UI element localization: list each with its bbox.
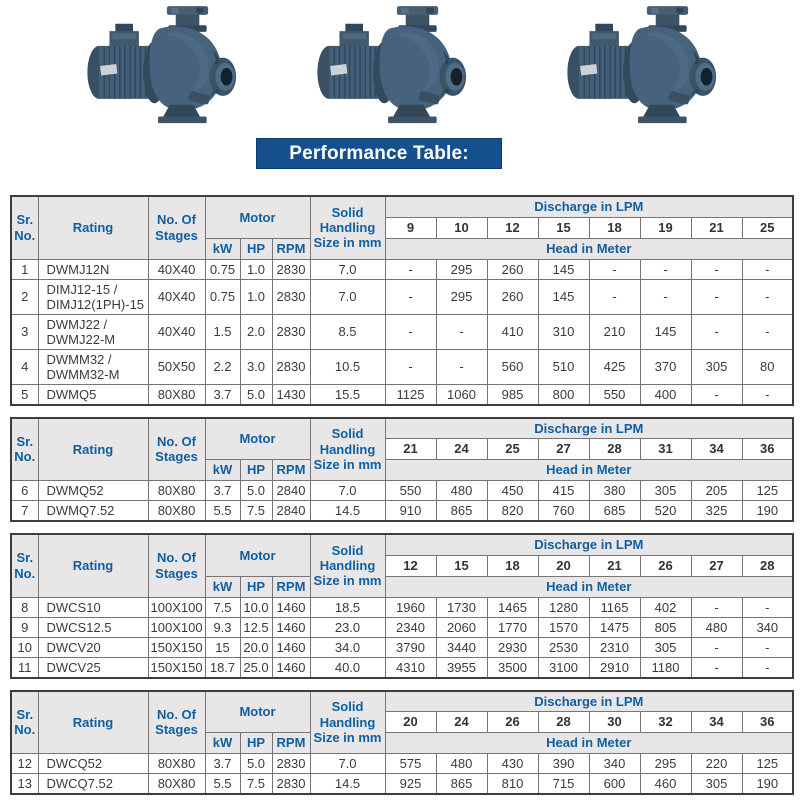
head-value-cell: - bbox=[742, 279, 793, 314]
head-value-cell: - bbox=[691, 597, 742, 617]
discharge-lpm-value-header: 31 bbox=[640, 439, 691, 460]
head-value-cell: 3440 bbox=[436, 637, 487, 657]
hp-cell: 5.0 bbox=[240, 481, 272, 501]
head-value-cell: 400 bbox=[640, 384, 691, 405]
col-header-rating: Rating bbox=[38, 196, 148, 259]
discharge-lpm-value-header: 32 bbox=[640, 712, 691, 733]
head-value-cell: 125 bbox=[742, 481, 793, 501]
hp-cell: 12.5 bbox=[240, 617, 272, 637]
head-value-cell: 800 bbox=[538, 384, 589, 405]
table-row bbox=[11, 501, 793, 522]
head-value-cell: 1770 bbox=[487, 617, 538, 637]
col-header-rating: Rating bbox=[38, 534, 148, 597]
performance-table-3 bbox=[10, 533, 794, 679]
rating-cell: DIMJ12-15 / DIMJ12(1PH)-15 bbox=[38, 279, 148, 314]
pump-image bbox=[310, 2, 472, 128]
col-header-sr-no: Sr. No. bbox=[11, 196, 38, 259]
head-value-cell: 370 bbox=[640, 349, 691, 384]
solid-handling-cell: 14.5 bbox=[310, 774, 385, 795]
sr-no-cell: 1 bbox=[11, 259, 38, 279]
solid-handling-cell: 7.0 bbox=[310, 259, 385, 279]
head-value-cell: 1125 bbox=[385, 384, 436, 405]
discharge-lpm-value-header: 27 bbox=[538, 439, 589, 460]
col-header-head-in-meter: Head in Meter bbox=[385, 733, 793, 754]
solid-handling-cell: 7.0 bbox=[310, 279, 385, 314]
table-row bbox=[11, 754, 793, 774]
discharge-lpm-value-header: 21 bbox=[691, 217, 742, 238]
head-value-cell: - bbox=[385, 279, 436, 314]
head-value-cell: 305 bbox=[691, 774, 742, 795]
head-value-cell: 520 bbox=[640, 501, 691, 522]
hp-cell: 3.0 bbox=[240, 349, 272, 384]
head-value-cell: 1165 bbox=[589, 597, 640, 617]
col-header-rpm: RPM bbox=[272, 733, 310, 754]
head-value-cell: 910 bbox=[385, 501, 436, 522]
col-header-stages: No. Of Stages bbox=[148, 418, 205, 481]
col-header-discharge-lpm: Discharge in LPM bbox=[385, 691, 793, 712]
head-value-cell: 550 bbox=[589, 384, 640, 405]
rpm-cell: 2830 bbox=[272, 774, 310, 795]
discharge-lpm-value-header: 26 bbox=[640, 555, 691, 576]
table-row bbox=[11, 637, 793, 657]
head-value-cell: - bbox=[691, 384, 742, 405]
kw-cell: 0.75 bbox=[205, 279, 240, 314]
col-header-discharge-lpm: Discharge in LPM bbox=[385, 418, 793, 439]
head-value-cell: 510 bbox=[538, 349, 589, 384]
col-header-sr-no: Sr. No. bbox=[11, 418, 38, 481]
discharge-lpm-value-header: 30 bbox=[589, 712, 640, 733]
col-header-discharge-lpm: Discharge in LPM bbox=[385, 196, 793, 217]
solid-handling-cell: 15.5 bbox=[310, 384, 385, 405]
stages-cell: 80X80 bbox=[148, 481, 205, 501]
head-value-cell: 295 bbox=[436, 279, 487, 314]
hp-cell: 20.0 bbox=[240, 637, 272, 657]
head-value-cell: 145 bbox=[640, 314, 691, 349]
col-header-rpm: RPM bbox=[272, 460, 310, 481]
head-value-cell: 575 bbox=[385, 754, 436, 774]
stages-cell: 100X100 bbox=[148, 597, 205, 617]
discharge-lpm-value-header: 21 bbox=[385, 439, 436, 460]
product-images-row bbox=[0, 0, 800, 132]
rpm-cell: 1460 bbox=[272, 637, 310, 657]
head-value-cell: 295 bbox=[436, 259, 487, 279]
head-value-cell: 685 bbox=[589, 501, 640, 522]
head-value-cell: - bbox=[385, 259, 436, 279]
sr-no-cell: 2 bbox=[11, 279, 38, 314]
pump-image bbox=[80, 2, 242, 128]
rating-cell: DWMM32 / DWMM32-M bbox=[38, 349, 148, 384]
col-header-motor: Motor bbox=[205, 196, 310, 238]
rpm-cell: 2830 bbox=[272, 754, 310, 774]
discharge-lpm-value-header: 26 bbox=[487, 712, 538, 733]
rpm-cell: 1460 bbox=[272, 597, 310, 617]
head-value-cell: 925 bbox=[385, 774, 436, 795]
table-row bbox=[11, 384, 793, 405]
head-value-cell: 220 bbox=[691, 754, 742, 774]
head-value-cell: - bbox=[436, 314, 487, 349]
head-value-cell: 810 bbox=[487, 774, 538, 795]
head-value-cell: - bbox=[742, 384, 793, 405]
head-value-cell: - bbox=[742, 314, 793, 349]
head-value-cell: 190 bbox=[742, 774, 793, 795]
solid-handling-cell: 34.0 bbox=[310, 637, 385, 657]
sr-no-cell: 8 bbox=[11, 597, 38, 617]
discharge-lpm-value-header: 15 bbox=[538, 217, 589, 238]
head-value-cell: 340 bbox=[589, 754, 640, 774]
head-value-cell: 2340 bbox=[385, 617, 436, 637]
discharge-lpm-value-header: 15 bbox=[436, 555, 487, 576]
col-header-solid-handling: Solid Handling Size in mm bbox=[310, 534, 385, 597]
col-header-motor: Motor bbox=[205, 534, 310, 576]
head-value-cell: 125 bbox=[742, 754, 793, 774]
stages-cell: 150X150 bbox=[148, 657, 205, 678]
rpm-cell: 2830 bbox=[272, 259, 310, 279]
head-value-cell: 1475 bbox=[589, 617, 640, 637]
table-row bbox=[11, 597, 793, 617]
sr-no-cell: 12 bbox=[11, 754, 38, 774]
head-value-cell: 380 bbox=[589, 481, 640, 501]
sr-no-cell: 4 bbox=[11, 349, 38, 384]
stages-cell: 80X80 bbox=[148, 754, 205, 774]
head-value-cell: 425 bbox=[589, 349, 640, 384]
discharge-lpm-value-header: 21 bbox=[589, 555, 640, 576]
table-row bbox=[11, 657, 793, 678]
stages-cell: 40X40 bbox=[148, 314, 205, 349]
discharge-lpm-value-header: 34 bbox=[691, 712, 742, 733]
solid-handling-cell: 14.5 bbox=[310, 501, 385, 522]
col-header-head-in-meter: Head in Meter bbox=[385, 576, 793, 597]
head-value-cell: - bbox=[385, 314, 436, 349]
sr-no-cell: 5 bbox=[11, 384, 38, 405]
head-value-cell: 715 bbox=[538, 774, 589, 795]
head-value-cell: - bbox=[742, 259, 793, 279]
kw-cell: 1.5 bbox=[205, 314, 240, 349]
discharge-lpm-value-header: 36 bbox=[742, 712, 793, 733]
kw-cell: 3.7 bbox=[205, 481, 240, 501]
stages-cell: 80X80 bbox=[148, 774, 205, 795]
stages-cell: 80X80 bbox=[148, 501, 205, 522]
discharge-lpm-value-header: 24 bbox=[436, 439, 487, 460]
head-value-cell: 805 bbox=[640, 617, 691, 637]
head-value-cell: 985 bbox=[487, 384, 538, 405]
head-value-cell: 4310 bbox=[385, 657, 436, 678]
table-row bbox=[11, 481, 793, 501]
head-value-cell: - bbox=[742, 657, 793, 678]
rpm-cell: 2840 bbox=[272, 501, 310, 522]
col-header-rating: Rating bbox=[38, 691, 148, 754]
head-value-cell: 820 bbox=[487, 501, 538, 522]
head-value-cell: 450 bbox=[487, 481, 538, 501]
rating-cell: DWCQ52 bbox=[38, 754, 148, 774]
stages-cell: 150X150 bbox=[148, 637, 205, 657]
head-value-cell: 2930 bbox=[487, 637, 538, 657]
head-value-cell: - bbox=[640, 259, 691, 279]
rating-cell: DWMJ22 / DWMJ22-M bbox=[38, 314, 148, 349]
head-value-cell: - bbox=[691, 657, 742, 678]
col-header-hp: HP bbox=[240, 576, 272, 597]
head-value-cell: - bbox=[691, 279, 742, 314]
head-value-cell: 3790 bbox=[385, 637, 436, 657]
head-value-cell: 600 bbox=[589, 774, 640, 795]
head-value-cell: 560 bbox=[487, 349, 538, 384]
head-value-cell: 865 bbox=[436, 774, 487, 795]
head-value-cell: 3955 bbox=[436, 657, 487, 678]
col-header-rating: Rating bbox=[38, 418, 148, 481]
head-value-cell: 2060 bbox=[436, 617, 487, 637]
head-value-cell: - bbox=[742, 637, 793, 657]
head-value-cell: 1730 bbox=[436, 597, 487, 617]
head-value-cell: 260 bbox=[487, 259, 538, 279]
hp-cell: 5.0 bbox=[240, 754, 272, 774]
col-header-kw: kW bbox=[205, 733, 240, 754]
col-header-discharge-lpm: Discharge in LPM bbox=[385, 534, 793, 555]
kw-cell: 3.7 bbox=[205, 384, 240, 405]
head-value-cell: 550 bbox=[385, 481, 436, 501]
rpm-cell: 1430 bbox=[272, 384, 310, 405]
solid-handling-cell: 40.0 bbox=[310, 657, 385, 678]
head-value-cell: 1060 bbox=[436, 384, 487, 405]
sr-no-cell: 9 bbox=[11, 617, 38, 637]
col-header-rpm: RPM bbox=[272, 576, 310, 597]
head-value-cell: - bbox=[640, 279, 691, 314]
col-header-hp: HP bbox=[240, 238, 272, 259]
col-header-hp: HP bbox=[240, 460, 272, 481]
head-value-cell: 1280 bbox=[538, 597, 589, 617]
head-value-cell: - bbox=[691, 637, 742, 657]
discharge-lpm-value-header: 28 bbox=[538, 712, 589, 733]
col-header-stages: No. Of Stages bbox=[148, 691, 205, 754]
head-value-cell: 460 bbox=[640, 774, 691, 795]
discharge-lpm-value-header: 10 bbox=[436, 217, 487, 238]
col-header-hp: HP bbox=[240, 733, 272, 754]
solid-handling-cell: 8.5 bbox=[310, 314, 385, 349]
performance-table-title: Performance Table: bbox=[256, 138, 502, 169]
kw-cell: 15 bbox=[205, 637, 240, 657]
head-value-cell: 480 bbox=[436, 754, 487, 774]
head-value-cell: 260 bbox=[487, 279, 538, 314]
col-header-solid-handling: Solid Handling Size in mm bbox=[310, 691, 385, 754]
stages-cell: 100X100 bbox=[148, 617, 205, 637]
head-value-cell: - bbox=[436, 349, 487, 384]
discharge-lpm-value-header: 20 bbox=[385, 712, 436, 733]
kw-cell: 7.5 bbox=[205, 597, 240, 617]
rpm-cell: 2830 bbox=[272, 279, 310, 314]
col-header-kw: kW bbox=[205, 238, 240, 259]
head-value-cell: 415 bbox=[538, 481, 589, 501]
rating-cell: DWMQ5 bbox=[38, 384, 148, 405]
rpm-cell: 1460 bbox=[272, 617, 310, 637]
table-row bbox=[11, 349, 793, 384]
head-value-cell: - bbox=[385, 349, 436, 384]
stages-cell: 40X40 bbox=[148, 279, 205, 314]
hp-cell: 7.5 bbox=[240, 501, 272, 522]
head-value-cell: - bbox=[589, 259, 640, 279]
sr-no-cell: 6 bbox=[11, 481, 38, 501]
solid-handling-cell: 23.0 bbox=[310, 617, 385, 637]
head-value-cell: 2530 bbox=[538, 637, 589, 657]
discharge-lpm-value-header: 25 bbox=[487, 439, 538, 460]
head-value-cell: 325 bbox=[691, 501, 742, 522]
rpm-cell: 2830 bbox=[272, 349, 310, 384]
sr-no-cell: 10 bbox=[11, 637, 38, 657]
head-value-cell: 295 bbox=[640, 754, 691, 774]
head-value-cell: 480 bbox=[436, 481, 487, 501]
discharge-lpm-value-header: 25 bbox=[742, 217, 793, 238]
discharge-lpm-value-header: 9 bbox=[385, 217, 436, 238]
head-value-cell: 305 bbox=[691, 349, 742, 384]
col-header-stages: No. Of Stages bbox=[148, 534, 205, 597]
head-value-cell: 1465 bbox=[487, 597, 538, 617]
sr-no-cell: 3 bbox=[11, 314, 38, 349]
kw-cell: 3.7 bbox=[205, 754, 240, 774]
head-value-cell: 3100 bbox=[538, 657, 589, 678]
col-header-kw: kW bbox=[205, 576, 240, 597]
col-header-sr-no: Sr. No. bbox=[11, 691, 38, 754]
col-header-solid-handling: Solid Handling Size in mm bbox=[310, 196, 385, 259]
discharge-lpm-value-header: 24 bbox=[436, 712, 487, 733]
head-value-cell: 2310 bbox=[589, 637, 640, 657]
head-value-cell: 1570 bbox=[538, 617, 589, 637]
sr-no-cell: 13 bbox=[11, 774, 38, 795]
discharge-lpm-value-header: 12 bbox=[487, 217, 538, 238]
rating-cell: DWCS10 bbox=[38, 597, 148, 617]
rating-cell: DWMJ12N bbox=[38, 259, 148, 279]
kw-cell: 5.5 bbox=[205, 501, 240, 522]
col-header-kw: kW bbox=[205, 460, 240, 481]
col-header-head-in-meter: Head in Meter bbox=[385, 460, 793, 481]
rating-cell: DWCQ7.52 bbox=[38, 774, 148, 795]
head-value-cell: 402 bbox=[640, 597, 691, 617]
col-header-head-in-meter: Head in Meter bbox=[385, 238, 793, 259]
rating-cell: DWMQ52 bbox=[38, 481, 148, 501]
table-row bbox=[11, 314, 793, 349]
col-header-stages: No. Of Stages bbox=[148, 196, 205, 259]
hp-cell: 7.5 bbox=[240, 774, 272, 795]
hp-cell: 1.0 bbox=[240, 259, 272, 279]
performance-table-2 bbox=[10, 417, 794, 523]
head-value-cell: - bbox=[742, 597, 793, 617]
stages-cell: 50X50 bbox=[148, 349, 205, 384]
pump-image bbox=[560, 2, 722, 128]
head-value-cell: 190 bbox=[742, 501, 793, 522]
head-value-cell: 340 bbox=[742, 617, 793, 637]
table-row bbox=[11, 617, 793, 637]
hp-cell: 2.0 bbox=[240, 314, 272, 349]
kw-cell: 0.75 bbox=[205, 259, 240, 279]
discharge-lpm-value-header: 27 bbox=[691, 555, 742, 576]
col-header-motor: Motor bbox=[205, 691, 310, 733]
kw-cell: 2.2 bbox=[205, 349, 240, 384]
stages-cell: 80X80 bbox=[148, 384, 205, 405]
hp-cell: 5.0 bbox=[240, 384, 272, 405]
head-value-cell: - bbox=[691, 259, 742, 279]
col-header-solid-handling: Solid Handling Size in mm bbox=[310, 418, 385, 481]
head-value-cell: 3500 bbox=[487, 657, 538, 678]
table-row bbox=[11, 279, 793, 314]
rating-cell: DWMQ7.52 bbox=[38, 501, 148, 522]
rpm-cell: 1460 bbox=[272, 657, 310, 678]
hp-cell: 1.0 bbox=[240, 279, 272, 314]
discharge-lpm-value-header: 20 bbox=[538, 555, 589, 576]
kw-cell: 9.3 bbox=[205, 617, 240, 637]
solid-handling-cell: 18.5 bbox=[310, 597, 385, 617]
head-value-cell: 145 bbox=[538, 279, 589, 314]
head-value-cell: 205 bbox=[691, 481, 742, 501]
sr-no-cell: 11 bbox=[11, 657, 38, 678]
head-value-cell: 1180 bbox=[640, 657, 691, 678]
head-value-cell: - bbox=[589, 279, 640, 314]
table-row bbox=[11, 259, 793, 279]
sr-no-cell: 7 bbox=[11, 501, 38, 522]
head-value-cell: - bbox=[691, 314, 742, 349]
head-value-cell: 410 bbox=[487, 314, 538, 349]
discharge-lpm-value-header: 28 bbox=[589, 439, 640, 460]
performance-table-1 bbox=[10, 195, 794, 406]
discharge-lpm-value-header: 18 bbox=[589, 217, 640, 238]
rating-cell: DWCS12.5 bbox=[38, 617, 148, 637]
performance-table-4 bbox=[10, 690, 794, 796]
head-value-cell: 390 bbox=[538, 754, 589, 774]
kw-cell: 5.5 bbox=[205, 774, 240, 795]
rpm-cell: 2840 bbox=[272, 481, 310, 501]
stages-cell: 40X40 bbox=[148, 259, 205, 279]
head-value-cell: 310 bbox=[538, 314, 589, 349]
head-value-cell: 865 bbox=[436, 501, 487, 522]
col-header-motor: Motor bbox=[205, 418, 310, 460]
head-value-cell: 210 bbox=[589, 314, 640, 349]
head-value-cell: 760 bbox=[538, 501, 589, 522]
solid-handling-cell: 10.5 bbox=[310, 349, 385, 384]
kw-cell: 18.7 bbox=[205, 657, 240, 678]
hp-cell: 25.0 bbox=[240, 657, 272, 678]
head-value-cell: 80 bbox=[742, 349, 793, 384]
col-header-rpm: RPM bbox=[272, 238, 310, 259]
rpm-cell: 2830 bbox=[272, 314, 310, 349]
col-header-sr-no: Sr. No. bbox=[11, 534, 38, 597]
head-value-cell: 145 bbox=[538, 259, 589, 279]
rating-cell: DWCV20 bbox=[38, 637, 148, 657]
solid-handling-cell: 7.0 bbox=[310, 481, 385, 501]
head-value-cell: 1960 bbox=[385, 597, 436, 617]
head-value-cell: 305 bbox=[640, 481, 691, 501]
discharge-lpm-value-header: 19 bbox=[640, 217, 691, 238]
table-row bbox=[11, 774, 793, 795]
solid-handling-cell: 7.0 bbox=[310, 754, 385, 774]
discharge-lpm-value-header: 12 bbox=[385, 555, 436, 576]
rating-cell: DWCV25 bbox=[38, 657, 148, 678]
discharge-lpm-value-header: 36 bbox=[742, 439, 793, 460]
discharge-lpm-value-header: 34 bbox=[691, 439, 742, 460]
head-value-cell: 2910 bbox=[589, 657, 640, 678]
discharge-lpm-value-header: 18 bbox=[487, 555, 538, 576]
discharge-lpm-value-header: 28 bbox=[742, 555, 793, 576]
head-value-cell: 430 bbox=[487, 754, 538, 774]
head-value-cell: 305 bbox=[640, 637, 691, 657]
hp-cell: 10.0 bbox=[240, 597, 272, 617]
head-value-cell: 480 bbox=[691, 617, 742, 637]
